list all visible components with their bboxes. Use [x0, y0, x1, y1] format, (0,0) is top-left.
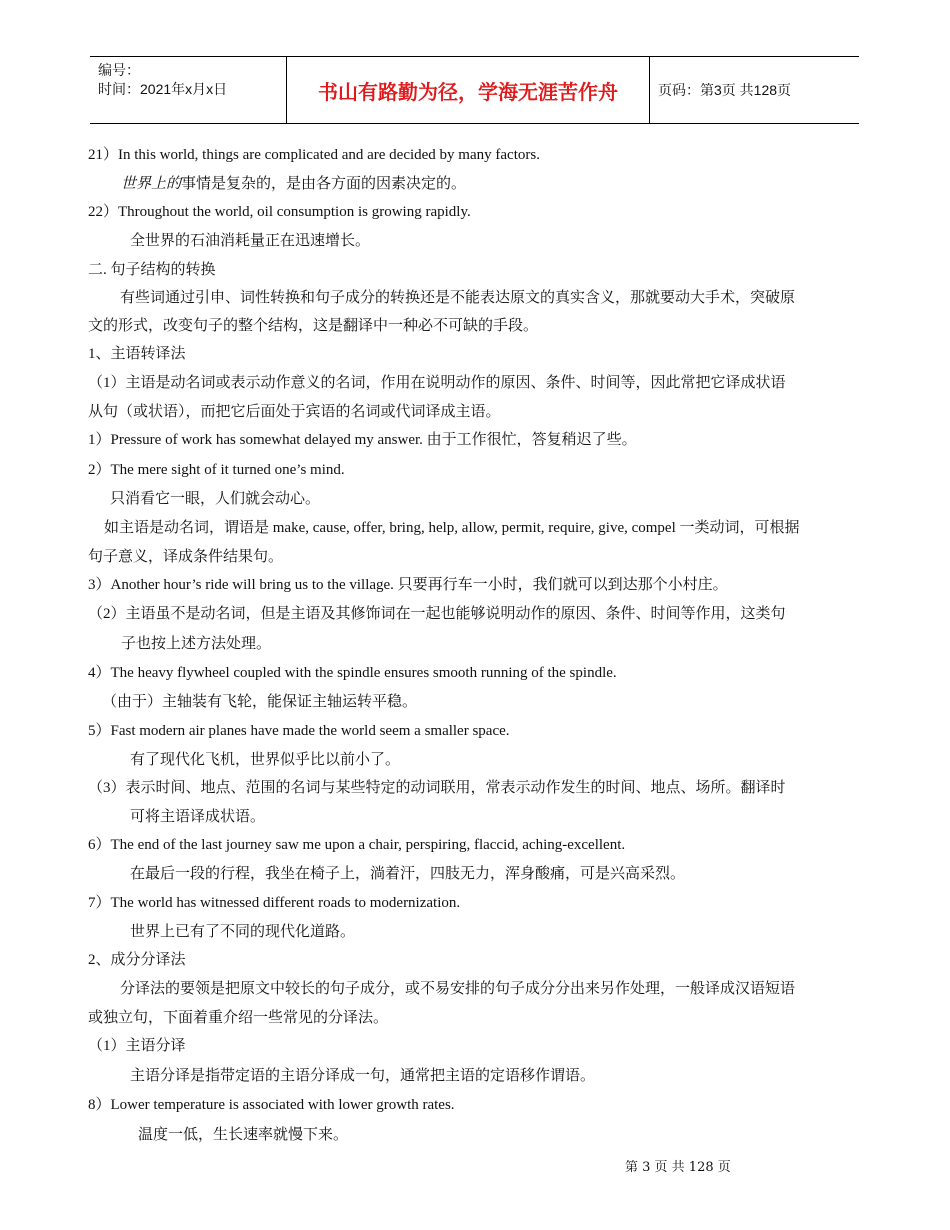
text-line: 如主语是动名词，谓语是 make, cause, offer, bring, help, allow, permit, require, give, compel 一类动词，可根据: [104, 520, 800, 536]
text-line: 4）The heavy flywheel coupled with the spindle ensures smooth running of the spindle.: [88, 665, 617, 681]
subsection-heading: 1、主语转译法: [88, 346, 186, 362]
text-line: 有了现代化飞机，世界似乎比以前小了。: [130, 752, 401, 768]
page-header: [90, 56, 859, 124]
text-line: 7）The world has witnessed different roads to modernization.: [88, 895, 461, 911]
text-line: 8）Lower temperature is associated with lower growth rates.: [88, 1097, 455, 1113]
text-line: 只消看它一眼，人们就会动心。: [110, 491, 321, 507]
italic-phrase: 世界上的: [121, 176, 182, 192]
text-line: 有些词通过引申、词性转换和句子成分的转换还是不能表达原文的真实含义，那就要动大手术，突破原: [120, 290, 796, 306]
subsection-heading: 2、成分分译法: [88, 952, 186, 968]
text-line: （3）表示时间、地点、范围的名词与某些特定的动词联用，常表示动作发生的时间、地点、场所。翻译时: [88, 780, 786, 796]
text-line: 主语分译是指带定语的主语分译成一句，通常把主语的定语移作谓语。: [130, 1068, 596, 1084]
time-label: 时间：2021年x月x日: [98, 81, 228, 97]
section-heading: 二. 句子结构的转换: [88, 262, 216, 278]
header-meta: [90, 57, 287, 123]
text-line: 世界上已有了不同的现代化道路。: [130, 924, 356, 940]
text-line: 可将主语译成状语。: [130, 809, 266, 825]
text-line: 温度一低，生长速率就慢下来。: [138, 1127, 349, 1143]
text-line: 5）Fast modern air planes have made the world seem a smaller space.: [88, 723, 510, 739]
text-line: 在最后一段的行程，我坐在椅子上，淌着汗，四肢无力，浑身酸痛，可是兴高采烈。: [130, 866, 686, 882]
text-line: [121, 174, 466, 194]
subsection-heading: （1）主语分译: [88, 1038, 186, 1054]
text-segment: 事情是复杂的，是由各方面的因素决定的。: [181, 176, 467, 192]
text-line: 1）Pressure of work has somewhat delayed my answer. 由于工作很忙，答复稍迟了些。: [88, 432, 637, 448]
text-line: （由于）主轴装有飞轮，能保证主轴运转平稳。: [102, 694, 418, 710]
text-line: 22）Throughout the world, oil consumption is growing rapidly.: [88, 204, 471, 220]
text-line: 2）The mere sight of it turned one’s mind.: [88, 462, 345, 478]
text-line: 从句（或状语），而把它后面处于宾语的名词或代词译成主语。: [88, 404, 501, 420]
page-footer: 第 3 页 共 128 页: [625, 1160, 731, 1175]
text-line: 文的形式，改变句子的整个结构，这是翻译中一种必不可缺的手段。: [88, 318, 539, 334]
text-line: 21）In this world, things are complicated and are decided by many factors.: [88, 147, 540, 163]
text-line: 子也按上述方法处理。: [121, 636, 272, 652]
text-line: 3）Another hour’s ride will bring us to the village. 只要再行车一小时，我们就可以到达那个小村庄。: [88, 577, 728, 593]
text-line: （2）主语虽不是动名词，但是主语及其修饰词在一起也能够说明动作的原因、条件、时间等作用，这类句: [88, 606, 786, 622]
text-line: 分译法的要领是把原文中较长的句子成分，或不易安排的句子成分分出来另作处理，一般译成汉语短语: [120, 981, 796, 997]
header-page-info: 页码：第3页 共128页: [658, 82, 792, 98]
text-line: 句子意义，译成条件结果句。: [88, 549, 284, 565]
text-line: 或独立句，下面着重介绍一些常见的分译法。: [88, 1010, 389, 1026]
header-motto: 书山有路勤为径，学海无涯苦作舟: [287, 57, 650, 123]
number-label: 编号：: [98, 62, 140, 78]
text-line: （1）主语是动名词或表示动作意义的名词，作用在说明动作的原因、条件、时间等，因此常把它译成状语: [88, 375, 786, 391]
text-line: 6）The end of the last journey saw me upon a chair, perspiring, flaccid, aching-excellent.: [88, 837, 626, 853]
text-line: 全世界的石油消耗量正在迅速增长。: [130, 233, 371, 249]
